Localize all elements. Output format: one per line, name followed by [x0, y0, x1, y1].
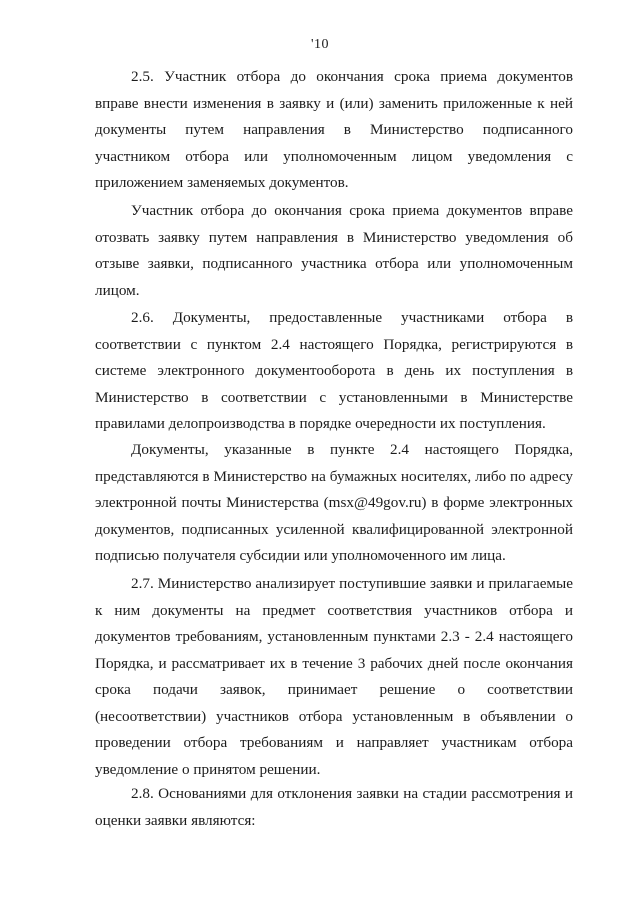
paragraph-2-5: 2.5. Участник отбора до окончания срока приема документов вправе внести изменения в заявку и (или) заменить приложенные к ней документы путем направления в Министерство подписанного участником отбора или уполномоченным лицом уведомления с приложением заменяемых документов.	[95, 68, 573, 191]
paragraph-2-7: 2.7. Министерство анализирует поступившие заявки и прилагаемые к ним документы на предмет соответствия участников отбора и документов требованиям, установленным пунктами 2.3 - 2.4 настоящего Порядка, и рассматривает их в течение 3 рабочих дней после окончания срока подачи заявок, принимает решение о соответствии (несоответствии) участников отбора установленным в объявлении о проведении отбора требованиям и направляет участникам отбора уведомление о принятом решении.	[95, 575, 573, 778]
paragraph-2-6: 2.6. Документы, предоставленные участниками отбора в соответствии с пунктом 2.4 настоящего Порядка, регистрируются в системе электронного документооборота в день их поступления в Министерство в соответствии с установленными в Министерстве правилами делопроизводства в порядке очередности их поступления.	[95, 309, 573, 432]
paragraph-2-8: 2.8. Основаниями для отклонения заявки на стадии рассмотрения и оценки заявки являются:	[95, 785, 573, 829]
paragraph-documents: Документы, указанные в пункте 2.4 настоящего Порядка, представляются в Министерство на бумажных носителях, либо по адресу электронной почты Министерства (msx@49gov.ru) в форме электронных документов, подписанных усиленной квалифицированной электронной подписью получателя субсидии или уполномоченного им лица.	[95, 441, 573, 564]
paragraph-withdraw: Участник отбора до окончания срока приема документов вправе отозвать заявку путем направления в Министерство уведомления об отзыве заявки, подписанного участника отбора или уполномоченным лицом.	[95, 202, 573, 299]
page-number: '10	[310, 37, 330, 52]
